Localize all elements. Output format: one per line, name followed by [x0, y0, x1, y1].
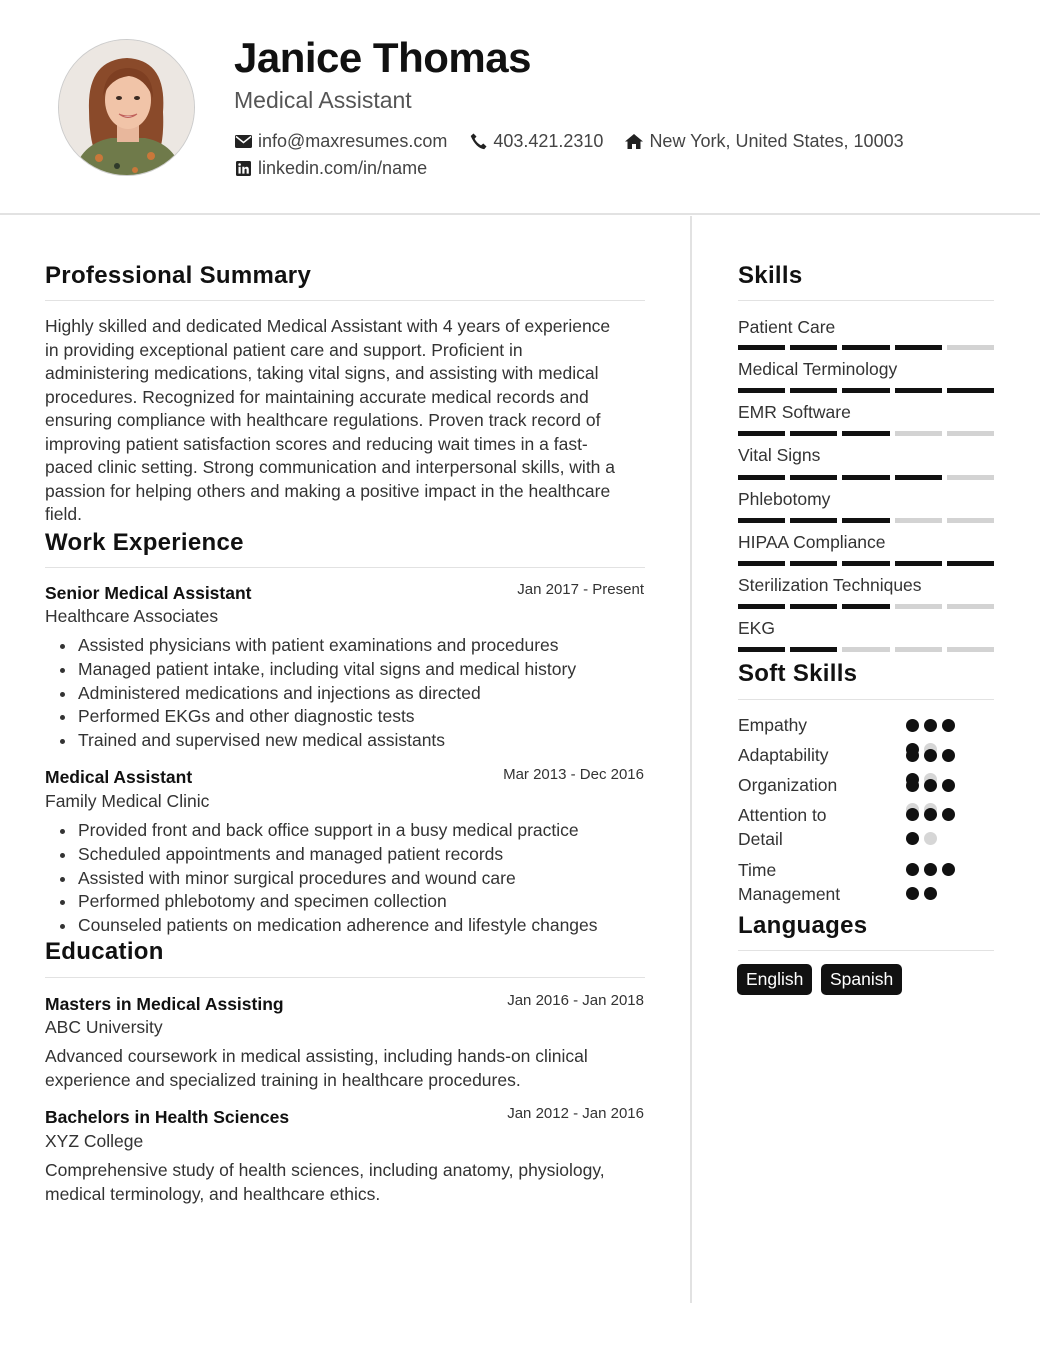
soft-skill-line: Organization — [738, 775, 838, 795]
linkedin-icon — [234, 159, 252, 177]
skills-rule — [738, 300, 994, 301]
language-badge-english: English — [737, 964, 812, 995]
education-heading: Education — [45, 938, 164, 965]
job-title: Medical Assistant — [45, 767, 193, 787]
skill-segment — [947, 518, 994, 523]
skill-segment — [790, 647, 837, 652]
contact-location — [625, 130, 903, 152]
degree-title: Bachelors in Health Sciences — [45, 1107, 290, 1127]
soft-skill-line: Adaptability — [738, 745, 829, 765]
bullet-item: Assisted physicians with patient examinations and procedures — [45, 634, 655, 658]
job-dates: Jan 2017 - Present — [517, 581, 644, 598]
contact-email[interactable] — [234, 130, 447, 152]
resume-header — [0, 0, 1040, 215]
skill-name: EKG — [738, 618, 775, 638]
soft-skill-line: Time — [738, 860, 777, 880]
degree-dates: Jan 2016 - Jan 2018 — [507, 992, 644, 1009]
rating-dot — [906, 887, 919, 900]
skill-segment — [895, 647, 942, 652]
skill-level-bar — [738, 561, 994, 566]
job-organization: Family Medical Clinic — [45, 791, 210, 811]
skill-segment — [790, 388, 837, 393]
skill-level-bar — [738, 518, 994, 523]
skill-level-bar — [738, 345, 994, 350]
bullet-item: Performed phlebotomy and specimen collection — [45, 890, 665, 914]
soft-skill-name — [738, 743, 878, 767]
skill-segment — [895, 604, 942, 609]
skill-segment — [738, 518, 785, 523]
skill-segment — [738, 431, 785, 436]
rating-dot — [942, 863, 955, 876]
skill-segment — [895, 475, 942, 480]
soft-skill-name — [738, 803, 878, 851]
rating-dot — [924, 779, 937, 792]
summary-text — [45, 315, 655, 527]
email-text: info@maxresumes.com — [258, 131, 448, 151]
skill-level-bar — [738, 475, 994, 480]
rating-dot — [942, 719, 955, 732]
degree-title: Masters in Medical Assisting — [45, 994, 284, 1014]
candidate-title: Medical Assistant — [234, 87, 412, 113]
description-line: Advanced coursework in medical assisting, including hands-on clinical — [45, 1046, 588, 1066]
skill-segment — [895, 431, 942, 436]
degree-description — [45, 1045, 655, 1092]
candidate-name: Janice Thomas — [234, 34, 531, 81]
summary-line: administering medications, taking vital signs, and assisting with medical — [45, 363, 599, 383]
soft-skills-rule — [738, 699, 994, 700]
bullet-item: Assisted with minor surgical procedures and wound care — [45, 867, 665, 891]
skill-name: Sterilization Techniques — [738, 575, 922, 595]
bullet-item: Trained and supervised new medical assistants — [45, 729, 655, 753]
language-badge-spanish: Spanish — [821, 964, 902, 995]
skill-segment — [738, 604, 785, 609]
summary-line: passion for helping others and making a positive impact in the healthcare — [45, 480, 611, 501]
soft-skill-name — [738, 713, 878, 737]
contact-phone[interactable] — [469, 130, 603, 152]
rating-dot — [924, 887, 937, 900]
soft-skill-line: Management — [738, 884, 841, 904]
skill-segment — [790, 431, 837, 436]
profile-photo — [58, 39, 195, 176]
skill-segment — [790, 561, 837, 566]
bullet-item: Managed patient intake, including vital signs and medical history — [45, 658, 655, 682]
description-line: Comprehensive study of health sciences, including anatomy, physiology, — [45, 1160, 605, 1180]
languages-heading: Languages — [738, 912, 868, 939]
phone-text: 403.421.2310 — [493, 131, 604, 151]
skill-segment — [738, 561, 785, 566]
soft-skill-line: Detail — [738, 829, 783, 849]
skill-segment — [842, 518, 889, 523]
rating-dot — [924, 863, 937, 876]
skill-segment — [895, 345, 942, 350]
rating-dot — [906, 779, 919, 792]
contact-row-linkedin — [234, 157, 449, 179]
job-bullets — [45, 634, 655, 753]
skill-segment — [790, 604, 837, 609]
skill-segment — [895, 561, 942, 566]
rating-dot — [924, 719, 937, 732]
rating-dot — [942, 779, 955, 792]
skill-segment — [790, 345, 837, 350]
skill-segment — [738, 475, 785, 480]
summary-line: procedures. Recognized for maintaining accurate medical records and — [45, 386, 589, 407]
skill-name: Vital Signs — [738, 445, 821, 465]
education-rule — [45, 977, 645, 978]
rating-dot — [906, 749, 919, 762]
skill-segment — [842, 561, 889, 566]
skill-level-bar — [738, 431, 994, 436]
linkedin-text: linkedin.com/in/name — [258, 158, 428, 178]
bullet-item: Performed EKGs and other diagnostic tests — [45, 705, 655, 729]
home-icon — [625, 132, 643, 150]
rating-dot — [906, 808, 919, 821]
envelope-icon — [234, 132, 252, 150]
rating-dot — [906, 719, 919, 732]
degree-description — [45, 1159, 655, 1206]
skill-segment — [895, 518, 942, 523]
column-divider — [690, 216, 692, 1303]
skill-name: Patient Care — [738, 317, 836, 337]
skill-segment — [790, 475, 837, 480]
phone-icon — [469, 132, 487, 150]
rating-dot — [924, 808, 937, 821]
languages-rule — [738, 950, 994, 951]
skill-level-bar — [738, 604, 994, 609]
description-line: experience and specialized training in healthcare procedures. — [45, 1069, 521, 1090]
contact-linkedin[interactable] — [234, 157, 427, 179]
soft-skill-line: Empathy — [738, 715, 808, 735]
skill-segment — [738, 345, 785, 350]
soft-skills-heading: Soft Skills — [738, 660, 858, 687]
summary-line: in providing exceptional patient care and support. Proficient in — [45, 339, 523, 360]
skill-level-bar — [738, 647, 994, 652]
contact-row — [234, 130, 926, 152]
job-bullets — [45, 819, 665, 938]
description-line: medical terminology, and healthcare ethics. — [45, 1183, 381, 1204]
skill-segment — [842, 431, 889, 436]
skill-segment — [947, 431, 994, 436]
experience-heading: Work Experience — [45, 529, 244, 556]
skill-name: HIPAA Compliance — [738, 532, 886, 552]
summary-line: field. — [45, 504, 82, 524]
school-name: XYZ College — [45, 1131, 144, 1151]
bullet-item: Administered medications and injections as directed — [45, 682, 655, 706]
summary-line: ensuring compliance with healthcare regulations. Proven track record of — [45, 410, 601, 430]
skill-segment — [895, 388, 942, 393]
skill-name: Medical Terminology — [738, 359, 898, 379]
skill-segment — [738, 388, 785, 393]
soft-skill-rating — [906, 808, 976, 856]
bullet-item: Scheduled appointments and managed patient records — [45, 843, 665, 867]
skill-segment — [842, 604, 889, 609]
skill-segment — [947, 647, 994, 652]
summary-line: Highly skilled and dedicated Medical Assistant with 4 years of experience — [45, 316, 611, 336]
experience-rule — [45, 567, 645, 568]
skill-segment — [842, 475, 889, 480]
bullet-item: Counseled patients on medication adherence and lifestyle changes — [45, 914, 665, 938]
rating-dot — [906, 863, 919, 876]
soft-skill-name — [738, 858, 878, 906]
skill-segment — [738, 647, 785, 652]
summary-heading: Professional Summary — [45, 262, 312, 289]
summary-line: paced clinic setting. Strong communication and interpersonal skills, with a — [45, 457, 616, 477]
rating-dot — [942, 808, 955, 821]
rating-dot — [906, 832, 919, 845]
job-dates: Mar 2013 - Dec 2016 — [503, 766, 644, 783]
skills-heading: Skills — [738, 262, 803, 289]
skill-segment — [947, 561, 994, 566]
skill-segment — [947, 388, 994, 393]
skill-segment — [842, 345, 889, 350]
skill-segment — [947, 345, 994, 350]
skill-segment — [947, 604, 994, 609]
summary-line: improving patient satisfaction scores and reducing wait times in a fast- — [45, 433, 588, 454]
soft-skill-rating — [906, 863, 976, 911]
skill-segment — [790, 518, 837, 523]
job-organization: Healthcare Associates — [45, 606, 219, 626]
summary-rule — [45, 300, 645, 301]
rating-dot — [924, 832, 937, 845]
skill-segment — [842, 647, 889, 652]
rating-dot — [942, 749, 955, 762]
soft-skill-name — [738, 773, 878, 797]
soft-skill-line: Attention to — [738, 805, 827, 825]
location-text: New York, United States, 10003 — [649, 131, 904, 151]
skill-level-bar — [738, 388, 994, 393]
skill-name: EMR Software — [738, 402, 851, 422]
school-name: ABC University — [45, 1017, 163, 1037]
job-title: Senior Medical Assistant — [45, 583, 252, 603]
skill-name: Phlebotomy — [738, 489, 831, 509]
bullet-item: Provided front and back office support in a busy medical practice — [45, 819, 665, 843]
skill-segment — [947, 475, 994, 480]
degree-dates: Jan 2012 - Jan 2016 — [507, 1105, 644, 1122]
skill-segment — [842, 388, 889, 393]
rating-dot — [924, 749, 937, 762]
